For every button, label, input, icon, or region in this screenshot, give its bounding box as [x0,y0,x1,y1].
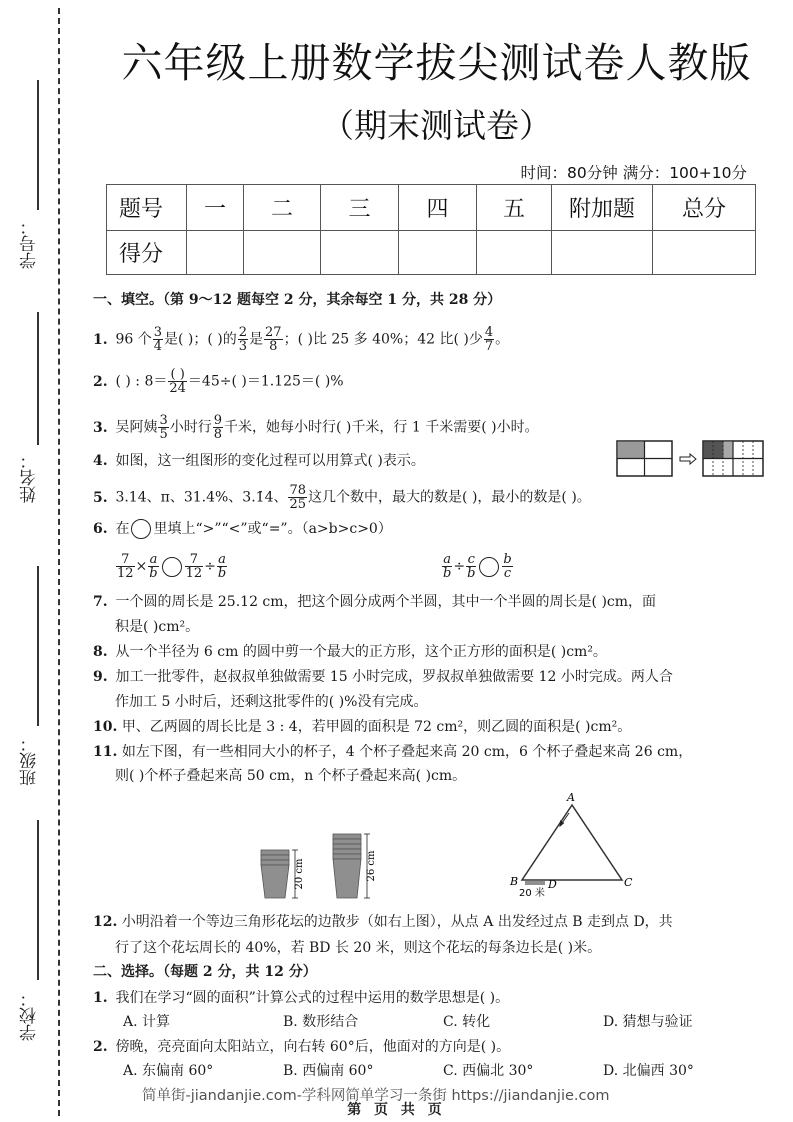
school-label: 学校： [20,990,40,1041]
compare-circle-blank[interactable] [162,557,182,577]
question-text: ( ) : 8＝ [115,373,168,390]
question-9-cont: 作加工 5 小时后，还剩这批零件的( )%没有完成。 [115,694,428,710]
question-number: 11. [93,744,118,760]
fraction: $\frac{7}{12}$ [117,552,134,581]
question-8 [93,642,607,662]
question-text: 这几个数中，最大的数是( )，最小的数是( )。 [308,489,591,506]
score-header-cell: 附加题 [552,185,653,231]
question-number: 3. [93,419,108,436]
choice-option-b[interactable]: B. 数形结合 [283,1014,359,1030]
question-text: 从一个半径为 6 cm 的圆中剪一个最大的正方形，这个正方形的面积是( )cm²。 [115,644,607,660]
score-input-cell[interactable] [244,231,321,275]
score-input-cell[interactable] [552,231,653,275]
fraction: $\frac{4}{7}$ [484,325,494,354]
question-number: 1. [93,990,108,1006]
question-text: 是 [249,331,264,348]
vertex-c-label: C [624,876,633,889]
question-text: 在 [115,521,130,537]
question-number: 5. [93,489,108,506]
vertex-b-label: B [510,875,519,888]
question-text: ＝45÷( )＝1.125＝( )% [187,373,344,390]
question-number: 10. [93,719,118,735]
compare-circle-blank[interactable] [479,557,499,577]
circle-blank-icon [131,519,151,539]
question-number: 9. [93,669,108,685]
question-text: 一个圆的周长是 25.12 cm，把这个圆分成两个半圆，其中一个半圆的周长是( )cm，面 [115,594,657,610]
question-12-cont: 行了这个花坛周长的 40%，若 BD 长 20 米，则这个花坛的每条边长是( )米。 [115,940,602,956]
fraction: $\frac{3}{4}$ [153,325,162,354]
fraction: $\frac{7}{12}$ [185,552,203,581]
question-text: 甲、乙两圆的周长比是 3 : 4，若甲圆的面积是 72 cm²，则乙圆的面积是( )cm²。 [121,719,632,735]
question-text: 小明沿着一个等边三角形花坛的边散步（如右上图），从点 A 出发经过点 B 走到点 D，共 [121,914,673,930]
score-table-score-row [107,231,756,275]
exam-meta: 时间：80分钟 满分：100+10分 [520,164,747,182]
question-number: 8. [93,644,108,660]
question-11-cont: 则( )个杯子叠起来高 50 cm，n 个杯子叠起来高( )cm。 [115,768,467,784]
score-header-cell: 题号 [107,185,187,231]
score-header-cell: 三 [321,185,399,231]
choice-option-b[interactable]: B. 西偏南 60° [283,1063,374,1079]
vertex-a-label: A [567,791,575,804]
binding-dashed-line [58,8,60,1116]
choice-option-c[interactable]: C. 转化 [443,1014,491,1030]
fraction: $\frac{78}{25}$ [289,483,307,512]
question-text: 加工一批零件，赵叔叔单独做需要 15 小时完成，罗叔叔单独做需要 12 小时完成。两人合 [115,669,673,685]
compare-expression-1: $\frac{7}{12}$ × $\frac{a}{b}$ $\frac{7}{12}$ ÷ $\frac{a}{b}$ [117,552,227,581]
question-10 [93,717,631,737]
fraction: $\frac{a}{b}$ [217,552,227,581]
score-header-cell: 四 [399,185,477,231]
fraction: $\frac{( )}{24}$ [169,367,186,396]
question-2 [93,368,344,395]
question-text: 如左下图，有一些相同大小的杯子，4 个杯子叠起来高 20 cm，6 个杯子叠起来高 26 cm， [121,744,693,760]
fraction: $\frac{a}{b}$ [149,552,158,581]
choice-option-d[interactable]: D. 北偏西 30° [603,1063,694,1079]
school-line[interactable] [37,820,39,980]
question-6 [93,519,392,539]
question-text: 里填上“>”“<”或“=”。（a>b>c>0） [153,521,392,537]
question-number: 1. [93,331,108,348]
page-title: 六年级上册数学拔尖测试卷人教版 [121,39,752,87]
question-text: 是( )；( )的 [164,331,237,348]
question-12 [93,912,673,932]
choice-option-a[interactable]: A. 东偏南 60° [123,1063,214,1079]
fraction-grid-figure [616,440,766,480]
score-input-cell[interactable] [399,231,477,275]
score-header-cell: 总分 [653,185,756,231]
question-text: ；( )比 25 多 40%；42 比( )少 [283,331,483,348]
score-header-cell: 五 [477,185,552,231]
score-input-cell[interactable] [477,231,552,275]
question-text: 96 个 [115,331,152,348]
score-table [106,184,756,275]
question-7-cont: 积是( )cm²。 [115,619,200,635]
question-5 [93,484,591,511]
question-number: 6. [93,521,108,537]
question-number: 2. [93,1039,108,1055]
stacked-cups-figure [255,830,385,902]
student-id-label: 学号： [20,218,40,269]
question-text: 千米，她每小时行( )千米，行 1 千米需要( )小时。 [224,419,539,436]
compare-expression-2: $\frac{a}{b}$ ÷ $\frac{c}{b}$ $\frac{b}{c}$ [443,552,512,581]
score-header-cell: 二 [244,185,321,231]
bd-length-label: 20 米 [519,888,545,899]
score-input-cell[interactable] [653,231,756,275]
fraction: $\frac{27}{8}$ [265,325,282,354]
bd-arrow-icon [525,882,545,884]
class-label: 班级： [20,735,40,786]
choice-question-2 [93,1037,510,1057]
fraction: $\frac{2}{3}$ [238,325,248,354]
fraction: $\frac{c}{b}$ [467,552,476,581]
question-7 [93,592,656,612]
watermark: 简单街-jiandanjie.com-学科网简单学习一条街 https://jiandanjie.com [142,1088,610,1104]
question-text: 吴阿姨 [115,419,158,436]
question-4 [93,451,425,471]
question-number: 2. [93,373,108,390]
arrow-right-icon [680,454,696,464]
name-label: 姓名： [20,452,40,503]
triangle-figure [505,788,645,900]
section2-heading: 二、选择。（每题 2 分，共 12 分） [93,964,317,980]
score-row-label: 得分 [107,231,187,275]
question-text: 我们在学习“圆的面积”计算公式的过程中运用的数学思想是( )。 [115,990,510,1006]
question-number: 4. [93,453,108,469]
question-11 [93,742,692,762]
cup-height-label-1: 20 cm [294,858,305,890]
cup-stack-4 [261,850,289,898]
question-9 [93,667,673,687]
choice-option-c[interactable]: C. 西偏北 30° [443,1063,534,1079]
choice-question-1 [93,988,509,1008]
score-table-header-row [107,185,756,231]
fraction: $\frac{3}{5}$ [159,413,168,442]
question-text: 3.14、π、31.4%、3.1̇4̇、 [115,489,288,506]
page-footer: 第 页 共 页 [347,1102,446,1118]
score-input-cell[interactable] [187,231,244,275]
choice-option-a[interactable]: A. 计算 [123,1014,171,1030]
cup-stack-6 [333,834,361,898]
question-text: 如图，这一组图形的变化过程可以用算式( )表示。 [115,453,425,469]
question-text: 小时行 [169,419,212,436]
question-number: 7. [93,594,108,610]
fraction: $\frac{9}{8}$ [213,413,223,442]
point-d-label: D [548,878,557,891]
score-header-cell: 一 [187,185,244,231]
fraction: $\frac{a}{b}$ [443,552,452,581]
question-3 [93,414,539,441]
question-text: 傍晚，亮亮面向太阳站立，向右转 60°后，他面对的方向是( )。 [115,1039,511,1055]
question-1: 1. 96 个 $\frac{3}{4}$ 是( )；( )的 $\frac{2}{3}$ 是 $\frac{27}{8}$ ；( )比 25 多 40%；42 比( )少 $\frac{4}{7}$ 。 [93,325,510,354]
section1-heading: 一、填空。（第 9～12 题每空 2 分，其余每空 1 分，共 28 分） [93,292,502,308]
cup-height-label-2: 26 cm [366,850,377,882]
score-input-cell[interactable] [321,231,399,275]
question-number: 12. [93,914,118,930]
page-subtitle: （期末测试卷） [321,106,552,145]
fraction: $\frac{b}{c}$ [503,552,512,581]
choice-option-d[interactable]: D. 猜想与验证 [603,1014,693,1030]
